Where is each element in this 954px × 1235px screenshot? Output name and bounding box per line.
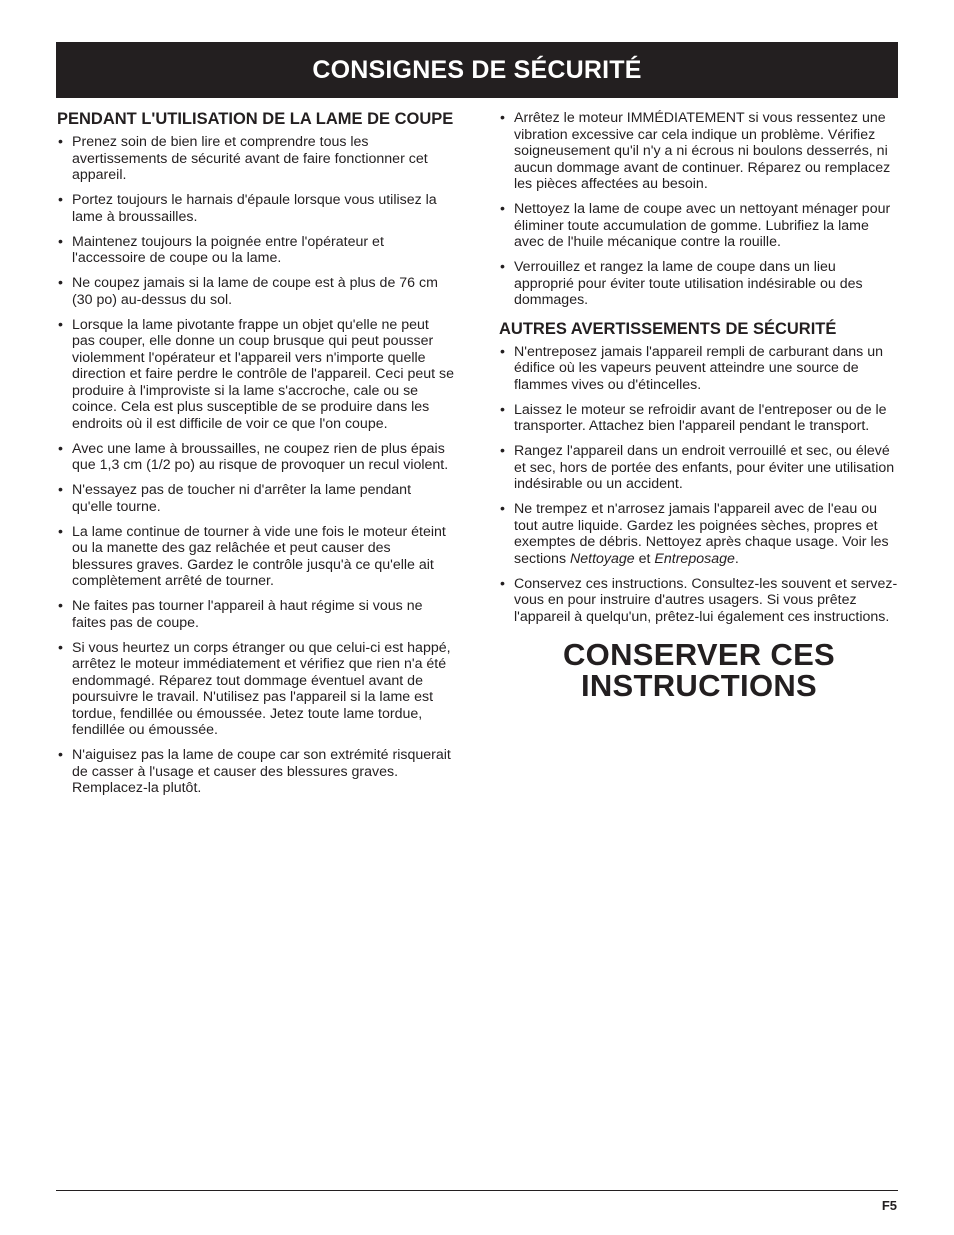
right-column xyxy=(499,110,899,701)
left-column xyxy=(57,110,455,805)
blade-safety-list xyxy=(57,134,455,797)
list-item: • Ne coupez jamais si la lame de coupe est à plus de 76 cm (30 po) au-dessus du sol. xyxy=(58,275,438,308)
bullet-icon: • xyxy=(58,316,63,333)
section-heading-blade: PENDANT L'UTILISATION DE LA LAME DE COUPE xyxy=(57,110,454,128)
bullet-icon: • xyxy=(58,482,63,498)
list-item: • Portez toujours le harnais d'épaule lorsque vous utilisez la lame à broussailles. xyxy=(58,192,437,225)
section-reference-nettoyage: Nettoyage xyxy=(570,550,635,567)
page-number: F5 xyxy=(881,1198,897,1213)
bullet-icon: • xyxy=(58,747,63,763)
bullet-icon: • xyxy=(500,575,505,592)
bullet-icon: • xyxy=(58,639,63,656)
bullet-icon: • xyxy=(500,201,505,217)
section-banner xyxy=(56,42,898,98)
list-item: • Conservez ces instructions. Consultez-les souvent et servez-vous en pour instruire d'autres usagers. Si vous prêtez l'appareil à quelqu'un, prêtez-lui également ces instructions. xyxy=(500,575,898,625)
save-instructions-title: CONSERVER CES INSTRUCTIONS xyxy=(562,637,836,703)
list-item: • Rangez l'appareil dans un endroit verrouillé et sec, ou élevé et sec, hors de portée des enfants, pour éviter une utilisation indésirable ou un accident. xyxy=(500,443,895,492)
list-item: • Si vous heurtez un corps étranger ou que celui-ci est happé, arrêtez le moteur immédiatement et vérifiez que rien n'a été endommagé. Réparez tout dommage éventuel avant de poursuivre le travail. N'utilisez pas l'appareil si la lame est tordue, fendillée ou émoussée. Jetez toute lame tordue, fendillée ou émoussée. xyxy=(58,639,451,738)
page-title: CONSIGNES DE SÉCURITÉ xyxy=(312,55,642,84)
bullet-icon: • xyxy=(58,275,63,291)
list-item: • Ne trempez et n'arrosez jamais l'appareil avec de l'eau ou tout autre liquide. Gardez les poignées sèches, propres et exemptes de débris. Nettoyez après chaque usage. Voir les sections Nettoyage et Entreposage. xyxy=(500,501,889,567)
list-item: • La lame continue de tourner à vide une fois le moteur éteint ou la manette des gaz relâchée et peut causer des blessures graves. Gardez le contrôle jusqu'à ce qu'elle ait complètement arrêté de tourner. xyxy=(58,523,446,589)
bullet-icon: • xyxy=(500,343,505,360)
other-warnings-list xyxy=(499,344,899,626)
section-heading-other-warnings: AUTRES AVERTISSEMENTS DE SÉCURITÉ xyxy=(499,319,837,338)
bullet-icon: • xyxy=(58,134,63,150)
bullet-icon: • xyxy=(500,501,505,517)
list-item: • Arrêtez le moteur IMMÉDIATEMENT si vous ressentez une vibration excessive car cela indique un problème. Vérifiez soigneusement qu'il n'y a ni écrous ni boulons desserrés, ni aucun dommage avant de continuer. Réparez ou remplacez les pièces affectées au besoin. xyxy=(500,110,891,192)
bullet-icon: • xyxy=(58,598,63,614)
bullet-icon: • xyxy=(58,523,63,540)
bullet-icon: • xyxy=(500,110,505,126)
list-item: • Maintenez toujours la poignée entre l'opérateur et l'accessoire de coupe ou la lame. xyxy=(58,233,384,266)
bullet-icon: • xyxy=(500,443,505,459)
section-reference-entreposage: Entreposage xyxy=(654,550,735,567)
list-item: • Ne faites pas tourner l'appareil à haut régime si vous ne faites pas de coupe. xyxy=(58,598,423,631)
list-item: • N'aiguisez pas la lame de coupe car son extrémité risquerait de casser à l'usage et causer des blessures graves. Remplacez-la plutôt. xyxy=(58,747,451,796)
bullet-icon: • xyxy=(500,259,505,275)
bullet-icon: • xyxy=(58,192,63,208)
bullet-icon: • xyxy=(58,233,63,250)
list-item: • Verrouillez et rangez la lame de coupe dans un lieu approprié pour éviter toute utilisation indésirable ou des dommages. xyxy=(500,259,863,308)
list-item: • Laissez le moteur se refroidir avant de l'entreposer ou de le transporter. Attachez bien l'appareil pendant le transport. xyxy=(500,401,887,434)
bullet-icon: • xyxy=(58,440,63,457)
list-item: • Nettoyez la lame de coupe avec un nettoyant ménager pour éliminer toute accumulation de gomme. Lubrifiez la lame avec de l'huile mécanique contre la rouille. xyxy=(500,201,891,250)
footer-divider xyxy=(56,1190,898,1191)
list-item: • N'essayez pas de toucher ni d'arrêter la lame pendant qu'elle tourne. xyxy=(58,482,412,515)
list-item: • Avec une lame à broussailles, ne coupez rien de plus épais que 1,3 cm (1/2 po) au risque de provoquer un recul violent. xyxy=(58,440,449,473)
list-item: • Lorsque la lame pivotante frappe un objet qu'elle ne peut pas couper, elle donne un coup brusque qui peut pousser violemment l'opérateur et l'appareil vers n'importe quelle direction et faire perdre le contrôle de l'appareil. Ceci peut se produire à l'improviste si la lame s'accroche, cale ou se coince. Cela est plus susceptible de se produire dans les endroits où il est difficile de voir ce que l'on coupe. xyxy=(58,316,455,432)
list-item: • N'entreposez jamais l'appareil rempli de carburant dans un édifice où les vapeurs peuvent atteindre une source de flammes vives ou d'étincelles. xyxy=(500,343,883,393)
bullet-icon: • xyxy=(500,401,505,418)
blade-maintenance-list xyxy=(499,110,899,309)
list-item: • Prenez soin de bien lire et comprendre tous les avertissements de sécurité avant de faire fonctionner cet appareil. xyxy=(58,134,428,183)
